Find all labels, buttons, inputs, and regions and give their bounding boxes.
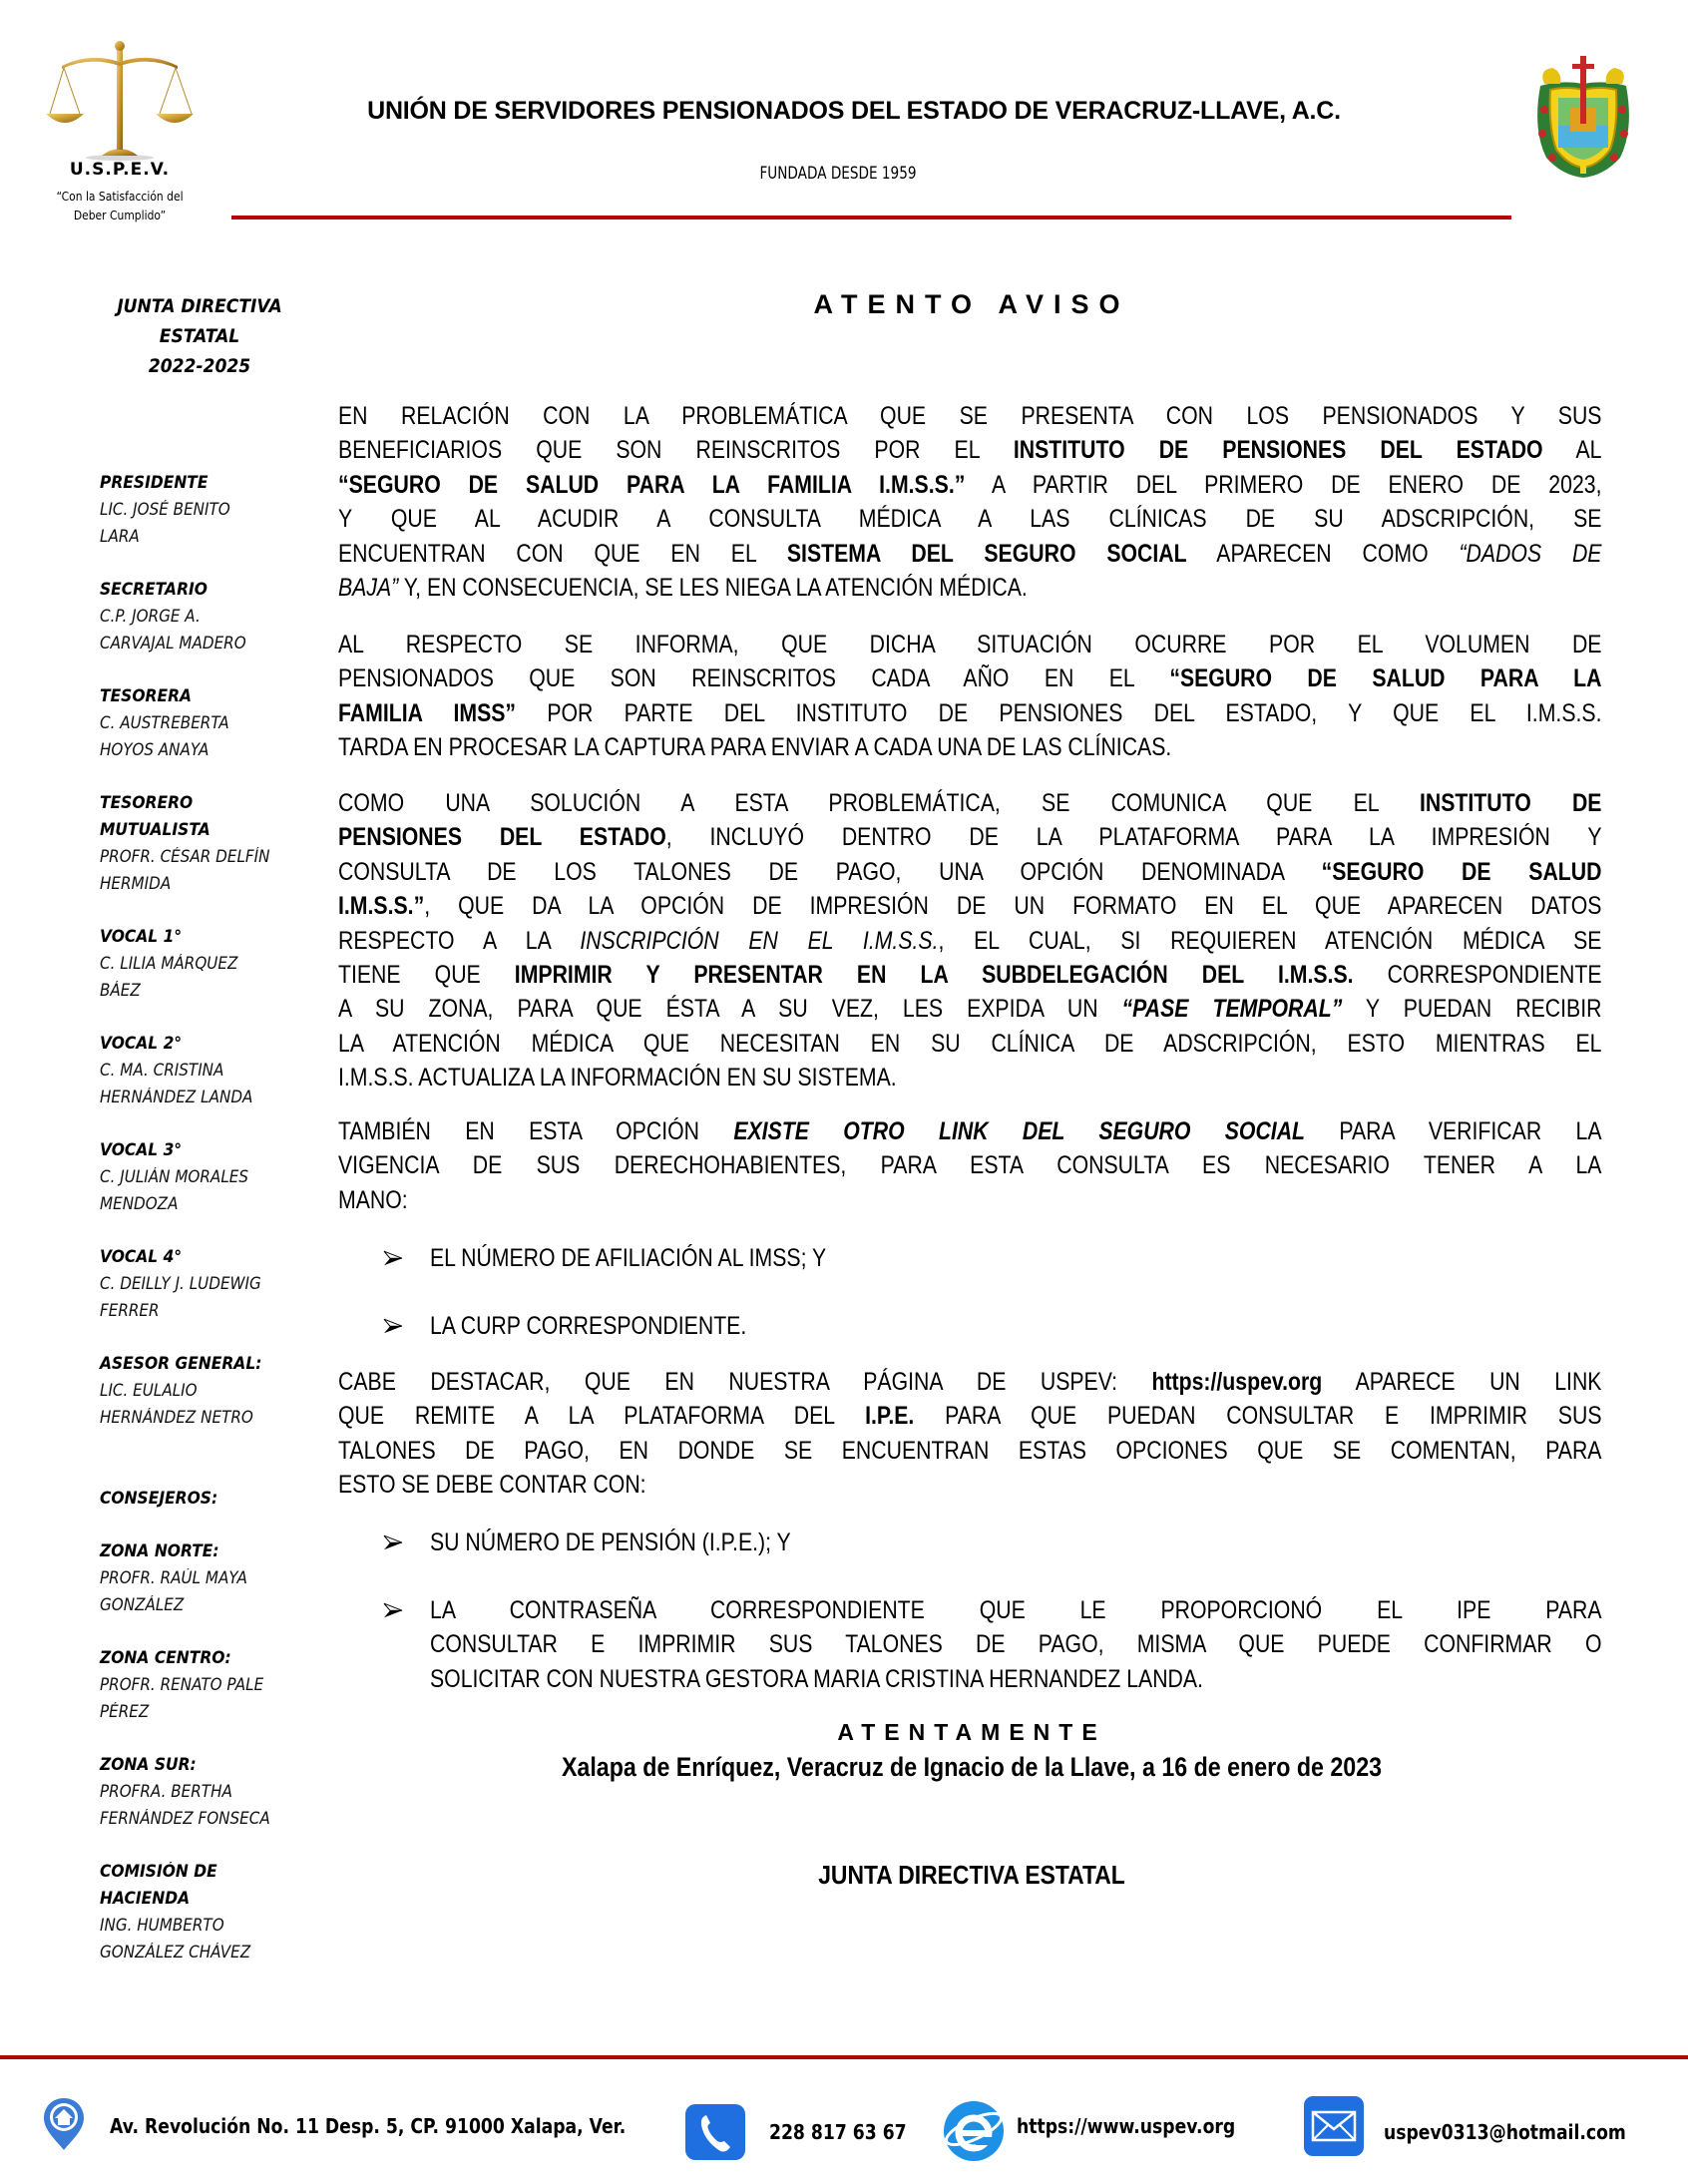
text-line xyxy=(430,1526,1602,1559)
board-member xyxy=(100,1350,339,1431)
text-line-content xyxy=(338,696,1601,730)
text-line xyxy=(430,1593,1602,1627)
text-line xyxy=(338,786,1602,820)
text-line xyxy=(338,924,1602,958)
board-role: CONSEJEROS: xyxy=(100,1489,218,1508)
text-line xyxy=(338,855,1602,889)
text-line-content xyxy=(430,1526,1602,1559)
board-role: ZONA CENTRO: xyxy=(100,1648,231,1667)
arrowhead-bullet-icon xyxy=(380,1309,406,1343)
text-line xyxy=(338,502,1602,536)
text-run: A PARTIR DEL PRIMERO DE ENERO DE 2023, xyxy=(965,470,1602,499)
emphasis-text: EXISTE OTRO LINK DEL SEGURO SOCIAL xyxy=(733,1117,1306,1145)
motto-line: “Con la Satisfacción del xyxy=(56,189,184,204)
signatory: JUNTA DIRECTIVA ESTATAL xyxy=(818,1860,1125,1890)
board-role: ZONA SUR: xyxy=(100,1755,197,1774)
text-line xyxy=(338,433,1602,467)
text-line-content xyxy=(338,1399,1601,1433)
board-role: TESORERO xyxy=(100,793,194,812)
board-member-name: GONZÁLEZ CHÁVEZ xyxy=(100,1943,251,1962)
board-member-name: PROFR. RAÚL MAYA xyxy=(100,1568,247,1587)
text-line xyxy=(338,468,1602,502)
text-line xyxy=(430,1662,1602,1696)
text-line xyxy=(338,958,1602,992)
board-member-name: ING. HUMBERTO xyxy=(100,1916,224,1935)
organization-motto xyxy=(34,187,206,224)
text-run: , QUE DA LA OPCIÓN DE IMPRESIÓN DE UN FORMATO EN EL QUE APARECEN DATOS xyxy=(424,892,1602,921)
emphasis-text: “SEGURO DE SALUD PARA LA FAMILIA I.M.S.S.” xyxy=(338,470,966,499)
text-run: Y PUEDAN RECIBIR xyxy=(1342,995,1602,1024)
text-line xyxy=(338,696,1602,730)
text-run: SOLICITAR CON NUESTRA GESTORA MARIA CRISTINA HERNANDEZ LANDA. xyxy=(430,1664,1203,1693)
text-run: RESPECTO A LA xyxy=(338,926,581,955)
text-line-content xyxy=(338,730,1601,764)
text-line-content xyxy=(338,820,1601,854)
board-role: ZONA NORTE: xyxy=(100,1541,219,1560)
text-run: BAJA” xyxy=(338,573,399,602)
place-and-date: Xalapa de Enríquez, Veracruz de Ignacio de la Llave, a 16 de enero de 2023 xyxy=(561,1752,1383,1782)
footer-address: Av. Revolución No. 11 Desp. 5, CP. 91000 Xalapa, Ver. xyxy=(110,2114,627,2138)
text-line xyxy=(338,730,1602,764)
board-member-name: C.P. JORGE A. xyxy=(100,607,201,626)
paragraph xyxy=(338,786,1602,1095)
text-run: VIGENCIA DE SUS DERECHOHABIENTES, PARA ESTA CONSULTA ES NECESARIO TENER A LA xyxy=(338,1151,1602,1180)
text-line-content xyxy=(338,1183,1601,1217)
text-run: TALONES DE PAGO, EN DONDE SE ENCUENTRAN ESTAS OPCIONES QUE SE COMENTAN, PARA xyxy=(338,1436,1602,1465)
text-run: PARA VERIFICAR LA xyxy=(1305,1117,1602,1145)
text-run: CORRESPONDIENTE xyxy=(1353,960,1602,989)
veracruz-coat-of-arms-icon xyxy=(1522,50,1644,182)
text-line xyxy=(430,1627,1602,1661)
text-line xyxy=(338,661,1602,695)
board-heading-line: JUNTA DIRECTIVA xyxy=(117,295,282,317)
text-line-content xyxy=(338,537,1601,571)
text-line-content xyxy=(338,1468,1601,1502)
text-line xyxy=(338,1434,1602,1468)
board-role: HACIENDA xyxy=(100,1889,191,1908)
board-heading-line: 2022-2025 xyxy=(148,355,251,377)
header-divider xyxy=(231,216,1511,219)
text-line-content xyxy=(338,433,1601,467)
footer-phone: 228 817 63 67 xyxy=(769,2120,907,2144)
text-line-content xyxy=(338,1027,1601,1061)
footer-divider xyxy=(0,2055,1688,2059)
emphasis-text: I.M.S.S.” xyxy=(338,892,425,921)
emphasis-text: “SEGURO DE SALUD PARA LA xyxy=(1169,664,1602,693)
text-run: CONSULTAR E IMPRIMIR SUS TALONES DE PAGO, MISMA QUE PUEDE CONFIRMAR O xyxy=(430,1630,1602,1659)
arrowhead-bullet-icon xyxy=(380,1241,406,1275)
board-member xyxy=(100,1136,339,1217)
founded-label: FUNDADA DESDE 1959 xyxy=(759,164,917,184)
board-member xyxy=(100,1858,339,1966)
website-link[interactable]: https://uspev.org xyxy=(1151,1368,1323,1396)
board-member-name: HERNÁNDEZ NETRO xyxy=(100,1408,253,1427)
text-line-content xyxy=(338,889,1601,923)
text-line xyxy=(338,1061,1602,1094)
text-run: LA ATENCIÓN MÉDICA QUE NECESITAN EN SU CLÍNICA DE ADSCRIPCIÓN, ESTO MIENTRAS EL xyxy=(338,1029,1602,1058)
text-run: TIENE QUE xyxy=(338,960,515,989)
text-run: PARA QUE PUEDAN CONSULTAR E IMPRIMIR SUS xyxy=(914,1402,1602,1431)
text-line-content xyxy=(338,571,1601,605)
text-run: COMO UNA SOLUCIÓN A ESTA PROBLEMÁTICA, SE COMUNICA QUE EL xyxy=(338,789,1420,817)
board-member-name: HERNÁNDEZ LANDA xyxy=(100,1088,253,1106)
board-member-name: MENDOZA xyxy=(100,1194,179,1213)
text-run: , EL CUAL, SI REQUIEREN ATENCIÓN MÉDICA SE xyxy=(938,926,1602,955)
paragraph xyxy=(338,1114,1602,1217)
board-member-name: PROFRA. BERTHA xyxy=(100,1782,232,1801)
emphasis-text: I.P.E. xyxy=(865,1402,915,1431)
bullet-item xyxy=(430,1526,1602,1559)
closing-salutation: ATENTAMENTE xyxy=(837,1719,1106,1745)
emphasis-text: INSTITUTO DE xyxy=(1419,789,1602,817)
board-member-name: C. AUSTREBERTA xyxy=(100,713,229,732)
text-line xyxy=(338,571,1602,605)
text-line-content xyxy=(338,399,1601,433)
text-line xyxy=(338,1027,1602,1061)
text-run: EL NÚMERO DE AFILIACIÓN AL IMSS; Y xyxy=(430,1244,827,1272)
board-member-name: LIC. EULALIO xyxy=(100,1381,198,1400)
text-run: TARDA EN PROCESAR LA CAPTURA PARA ENVIAR A CADA UNA DE LAS CLÍNICAS. xyxy=(338,733,1172,762)
board-member xyxy=(100,1243,339,1324)
board-member xyxy=(100,1537,339,1618)
board-role: VOCAL 2° xyxy=(100,1034,183,1053)
emphasis-text: IMPRIMIR Y PRESENTAR EN LA SUBDELEGACIÓN DEL I.M.S.S. xyxy=(514,960,1354,989)
text-line-content xyxy=(338,1114,1601,1148)
board-member xyxy=(100,1030,339,1110)
text-run: CABE DESTACAR, QUE EN NUESTRA PÁGINA DE USPEV: xyxy=(338,1368,1152,1396)
board-member xyxy=(100,1485,339,1512)
text-run: CONSULTA DE LOS TALONES DE PAGO, UNA OPCIÓN DENOMINADA xyxy=(338,857,1322,886)
text-line-content xyxy=(338,468,1601,502)
arrowhead-bullet-icon xyxy=(380,1593,406,1627)
arrowhead-bullet-icon xyxy=(380,1526,406,1559)
text-line-content xyxy=(430,1627,1602,1661)
text-line xyxy=(338,1365,1602,1399)
board-member-name: HOYOS ANAYA xyxy=(100,740,210,759)
board-member xyxy=(100,469,339,550)
text-line xyxy=(338,1399,1602,1433)
text-line-content xyxy=(338,992,1601,1026)
board-member-name: PROFR. RENATO PALE xyxy=(100,1675,264,1694)
board-member-name: C. JULIÁN MORALES xyxy=(100,1167,249,1186)
text-line xyxy=(338,889,1602,923)
board-member-name: FERNÁNDEZ FONSECA xyxy=(100,1809,270,1828)
text-line-content xyxy=(430,1241,1602,1275)
board-role: MUTUALISTA xyxy=(100,820,211,839)
text-line xyxy=(338,1114,1602,1148)
board-role: VOCAL 1° xyxy=(100,927,183,946)
text-line-content xyxy=(338,1434,1601,1468)
board-member xyxy=(100,789,339,897)
text-line-content xyxy=(338,1148,1601,1182)
text-line xyxy=(338,820,1602,854)
text-line xyxy=(338,1468,1602,1502)
text-line xyxy=(338,1183,1602,1217)
emphasis-text: FAMILIA IMSS” xyxy=(338,698,517,727)
board-member-name: LARA xyxy=(100,527,140,546)
text-run: LA CONTRASEÑA CORRESPONDIENTE QUE LE PROPORCIONÓ EL IPE PARA xyxy=(430,1596,1602,1624)
board-member xyxy=(100,1751,339,1832)
board-role: ASESOR GENERAL: xyxy=(100,1354,262,1373)
text-run: APARECE UN LINK xyxy=(1322,1368,1602,1396)
text-run: LA CURP CORRESPONDIENTE. xyxy=(430,1312,747,1340)
board-role: PRESIDENTE xyxy=(100,473,209,492)
paragraph xyxy=(338,628,1602,765)
text-run: SU NÚMERO DE PENSIÓN (I.P.E.); Y xyxy=(430,1529,791,1556)
text-line xyxy=(338,992,1602,1026)
location-pin-icon xyxy=(42,2096,86,2152)
text-run: I.M.S.S. ACTUALIZA LA INFORMACIÓN EN SU SISTEMA. xyxy=(338,1064,897,1092)
board-role: VOCAL 3° xyxy=(100,1140,183,1159)
text-line-content xyxy=(338,502,1601,536)
text-line-content xyxy=(338,924,1601,958)
text-line-content xyxy=(430,1593,1602,1627)
emphasis-text: “PASE TEMPORAL” xyxy=(1121,995,1343,1024)
emphasis-text: INSTITUTO DE PENSIONES DEL ESTADO xyxy=(1013,436,1543,465)
text-run: EN RELACIÓN CON LA PROBLEMÁTICA QUE SE PRESENTA CON LOS PENSIONADOS Y SUS xyxy=(338,402,1602,430)
board-member-name: GONZÁLEZ xyxy=(100,1595,185,1614)
text-run: Y QUE AL ACUDIR A CONSULTA MÉDICA A LAS CLÍNICAS DE SU ADSCRIPCIÓN, SE xyxy=(338,505,1602,534)
emphasis-text: PENSIONES DEL ESTADO xyxy=(338,823,666,852)
board-member-name: C. MA. CRISTINA xyxy=(100,1061,224,1080)
board-member-name: HERMIDA xyxy=(100,874,172,893)
text-run: AL RESPECTO SE INFORMA, QUE DICHA SITUACIÓN OCURRE POR EL VOLUMEN DE xyxy=(338,631,1602,658)
text-line-content xyxy=(338,1061,1601,1094)
text-line xyxy=(430,1309,1602,1343)
board-member xyxy=(100,682,339,763)
text-run: Y, EN CONSECUENCIA, SE LES NIEGA LA ATENCIÓN MÉDICA. xyxy=(398,573,1028,602)
bullet-item xyxy=(430,1593,1602,1696)
organization-title: UNIÓN DE SERVIDORES PENSIONADOS DEL ESTADO DE VERACRUZ-LLAVE, A.C. xyxy=(367,97,1341,125)
board-member-list xyxy=(100,469,339,1991)
text-run: POR PARTE DEL INSTITUTO DE PENSIONES DEL ESTADO, Y QUE EL I.M.S.S. xyxy=(516,698,1602,727)
board-member-name: C. LILIA MÁRQUEZ xyxy=(100,954,238,973)
board-member xyxy=(100,923,339,1004)
text-line-content xyxy=(338,855,1601,889)
text-run: , INCLUYÓ DENTRO DE LA PLATAFORMA PARA LA IMPRESIÓN Y xyxy=(665,823,1602,852)
text-run: PENSIONADOS QUE SON REINSCRITOS CADA AÑO EN EL xyxy=(338,664,1170,693)
notice-title: ATENTO AVISO xyxy=(813,289,1130,319)
board-role: TESORERA xyxy=(100,686,193,705)
text-run: AL xyxy=(1542,436,1602,465)
scales-of-justice-logo xyxy=(42,34,198,162)
motto-line: Deber Cumplido” xyxy=(73,208,167,222)
mail-icon xyxy=(1303,2095,1365,2157)
board-member-name: PROFR. CÉSAR DELFÍN xyxy=(100,847,270,866)
board-heading-line: ESTATAL xyxy=(159,325,240,347)
paragraph xyxy=(338,1365,1602,1503)
text-line xyxy=(338,1148,1602,1182)
text-line xyxy=(430,1241,1602,1275)
phone-icon xyxy=(684,2103,746,2161)
text-run: TAMBIÉN EN ESTA OPCIÓN xyxy=(338,1117,734,1145)
footer-website[interactable]: https://www.uspev.org xyxy=(1017,2114,1236,2138)
board-member-name: CARVAJAL MADERO xyxy=(100,634,246,653)
emphasis-text: SISTEMA DEL SEGURO SOCIAL xyxy=(786,539,1187,568)
emphasis-text: “SEGURO DE SALUD xyxy=(1321,857,1602,886)
text-line-content xyxy=(338,786,1601,820)
organization-abbreviation: U.S.P.E.V. xyxy=(69,160,171,180)
text-run: BENEFICIARIOS QUE SON REINSCRITOS POR EL xyxy=(338,436,1014,465)
text-run: MANO: xyxy=(338,1185,408,1214)
board-member-name: BÁEZ xyxy=(100,981,141,1000)
footer-email[interactable]: uspev0313@hotmail.com xyxy=(1384,2120,1626,2144)
text-run: ESTO SE DEBE CONTAR CON: xyxy=(338,1471,646,1500)
text-line-content xyxy=(430,1662,1602,1696)
text-line-content xyxy=(338,661,1601,695)
browser-icon xyxy=(942,2099,1006,2163)
text-run: APARECEN COMO xyxy=(1186,539,1460,568)
text-line xyxy=(338,537,1602,571)
board-role: VOCAL 4° xyxy=(100,1247,183,1266)
text-line-content xyxy=(338,1365,1601,1399)
text-run: “DADOS DE xyxy=(1459,539,1602,568)
text-line-content xyxy=(430,1309,1602,1343)
text-run: ENCUENTRAN CON QUE EN EL xyxy=(338,539,787,568)
board-member-name: C. DEILLY J. LUDEWIG xyxy=(100,1274,261,1293)
board-role: SECRETARIO xyxy=(100,580,208,599)
board-heading xyxy=(74,291,325,381)
text-line-content xyxy=(338,958,1601,992)
text-line-content xyxy=(338,628,1601,661)
text-line xyxy=(338,628,1602,661)
paragraph xyxy=(338,399,1602,605)
text-run: QUE REMITE A LA PLATAFORMA DEL xyxy=(338,1402,866,1431)
board-member xyxy=(100,576,339,656)
text-line xyxy=(338,399,1602,433)
board-member-name: FERRER xyxy=(100,1301,160,1320)
board-member xyxy=(100,1644,339,1725)
board-role: COMISIÓN DE xyxy=(100,1862,217,1881)
board-member-name: LIC. JOSÉ BENITO xyxy=(100,500,230,519)
bullet-item xyxy=(430,1241,1602,1275)
text-run: INSCRIPCIÓN EN EL I.M.S.S. xyxy=(580,926,939,955)
text-run: A SU ZONA, PARA QUE ÉSTA A SU VEZ, LES EXPIDA UN xyxy=(338,995,1122,1024)
bullet-item xyxy=(430,1309,1602,1343)
board-member-name: PÉREZ xyxy=(100,1702,150,1721)
